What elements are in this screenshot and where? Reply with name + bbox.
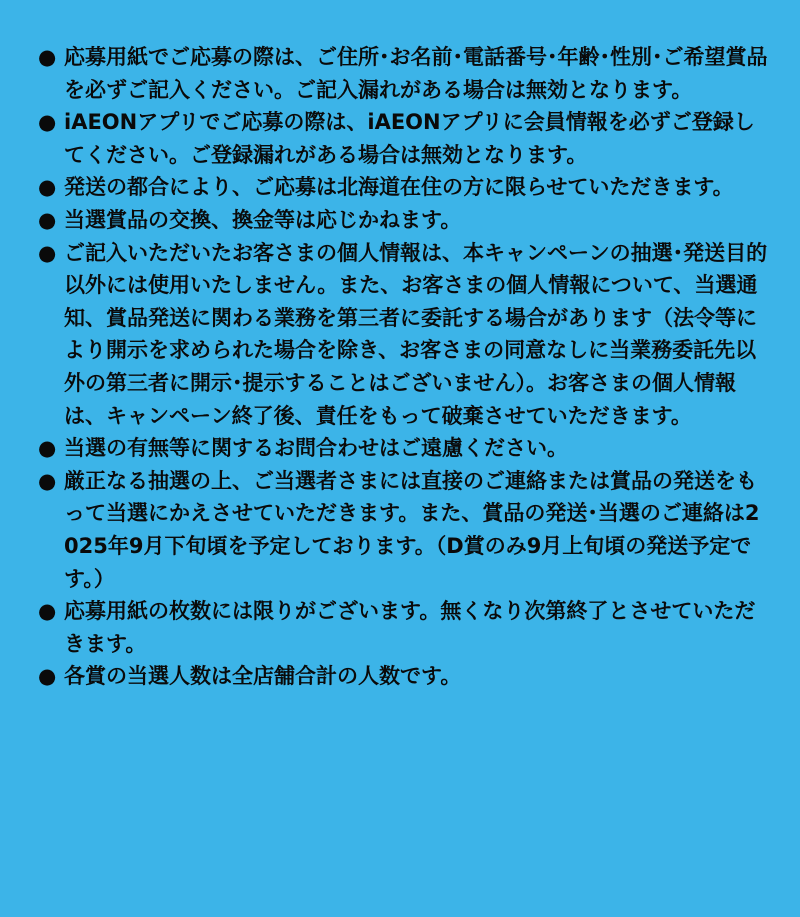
notice-item-app-entry [38, 106, 770, 171]
notice-item-no-inquiries [38, 432, 770, 465]
notice-item-entry-form [38, 41, 770, 106]
notice-text: 当選賞品の交換、換金等は応じかねます。 [64, 207, 462, 232]
notice-item-lottery-notification [38, 465, 770, 595]
notice-text: ご記入いただいたお客さまの個人情報は、本キャンペーンの抽選･発送目的以外には使用いたしません。また、お客さまの個人情報について、当選通知、賞品発送に関わる業務を第三者に委託する場合があります（法令等により開示を求められた場合を除き、お客さまの同意なしに当業務委託先以外の第三者に開示･提示することはございません）。お客さまの個人情報は、キャンペーン終了後、責任をもって破棄させていただきます。 [64, 240, 768, 428]
bullet-icon: ● [38, 436, 57, 461]
bullet-icon: ● [38, 207, 57, 232]
notice-item-privacy [38, 237, 770, 433]
bullet-icon: ● [38, 468, 57, 493]
bullet-icon: ● [38, 110, 57, 135]
bullet-icon: ● [38, 175, 57, 200]
bullet-icon: ● [38, 45, 57, 69]
notice-text: 当選の有無等に関するお問合わせはご遠慮ください。 [64, 436, 568, 461]
bullet-icon: ● [38, 599, 57, 624]
notice-text: iAEONアプリでご応募の際は、iAEONアプリに会員情報を必ずご登録してください。ご登録漏れがある場合は無効となります。 [64, 110, 755, 167]
notice-text: 発送の都合により、ご応募は北海道在住の方に限らせていただきます。 [64, 175, 734, 200]
notice-text: 厳正なる抽選の上、ご当選者さまには直接のご連絡または賞品の発送をもって当選にかえさせていただきます。また、賞品の発送･当選のご連絡は2025年9月下旬頃を予定しております。（D賞のみ9月上旬頃の発送予定です。） [64, 468, 760, 591]
bullet-icon: ● [38, 240, 57, 265]
bullet-icon: ● [38, 664, 57, 689]
notice-item-limited-forms [38, 595, 770, 660]
notice-item-shipping-region [38, 171, 770, 204]
notice-text: 応募用紙でご応募の際は、ご住所･お名前･電話番号･年齢･性別･ご希望賞品を必ずご記入ください。ご記入漏れがある場合は無効となります。 [64, 45, 768, 102]
notice-item-winner-count [38, 660, 770, 693]
notice-text: 応募用紙の枚数には限りがございます。無くなり次第終了とさせていただきます。 [64, 599, 756, 656]
notice-list [38, 41, 770, 693]
notice-item-no-exchange [38, 204, 770, 237]
notice-text: 各賞の当選人数は全店舗合計の人数です。 [64, 664, 462, 689]
